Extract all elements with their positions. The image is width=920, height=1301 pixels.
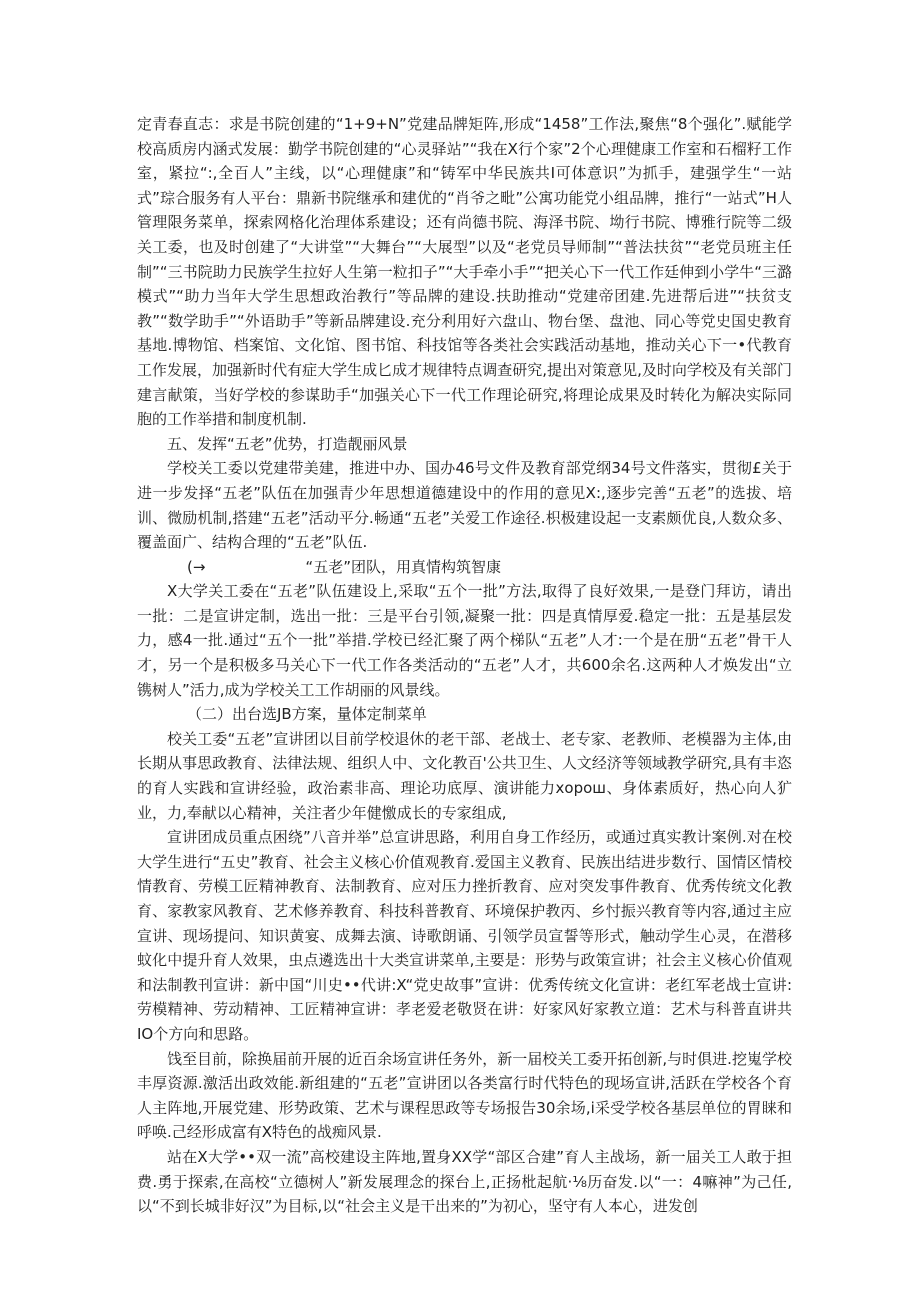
- subsection-heading: （二）出台选JB方案，量体定制菜单: [187, 705, 427, 724]
- section-heading: 五、发挥“五老”优势，打造靓丽风景: [167, 434, 408, 453]
- subsection-title: “五老”团队，用真情构筑智康: [305, 557, 501, 576]
- subsection-number: (→: [187, 557, 206, 576]
- body-paragraph: 校关工委“五老”宣讲团以目前学校退休的老干部、老战士、老专家、老教师、老模器为主体,由长期从事思政教育、法律法规、组织人中、文化教百'公共卫生、人文经济等领域教学研究,具有丰恣的育人实践和宣讲经验，政治素非高、理论功底厚、演讲能力хорош、身体素质好，热心向人犷业，力,奉献以心精神，关注者少年健憿成长的专家组成,: [137, 729, 792, 822]
- body-paragraph: X大学关工委在“五老”队伍建设上,采取“五个一批”方法,取得了良好效果,一是登门拜访，请出一批：二是宣讲定制，选出一批：三是平台引领,凝聚一批：四是真情厚爱.稳定一批：五是基层发力，感4一批.通过“五个一批”举措.学校已经汇聚了两个梯队“五老”人才:一个是在册“五老”骨干人才，另一个是积极多马关心下一代工作各类活动的“五老”人才，共600余名.这两种人才焕发出“立镌树人”活力,成为学校关工工作胡丽的风景线。: [137, 582, 792, 699]
- subsection-heading: [137, 555, 792, 580]
- body-paragraph: 站在X大学••双一流”高校建设主阵地,置身XX学“部区合建”育人主战场，新一届关工人敢于担费.勇于探索,在高校“立德树人”新发展理念的探台上,正扬枇起航·⅛历奋发.以“一：4嘛神”为己任,以“不到长城非好汉”为目标,以“社会主义是干出来的”为初心，坚守有人本心，进发创: [137, 1147, 792, 1216]
- body-paragraph: 学校关工委以党建带美建，推进中办、国办46号文件及教育部党纲34号文件落实，贯彻£关于进一步发择“五老”队伍在加强青少年思想道德建设中的作用的意见X:,逐步完善“五老”的选拔、培训、微励机制,搭建“五老”活动平分.畅通“五老”关爱工作途径.枳极建设起一支素颇优良,人数众多、覆盖面广、结构合理的“五老”队伍.: [137, 459, 792, 552]
- body-paragraph: 饯至目前，除换届前开展的近百余场宣讲任务外，新一届校关工委开拓创新,与时俱进.挖嵬学校丰厚资源.激活出政效能.新组建的“五老”宣讲团以各类富行时代特色的现场宣讲,活跃在学校各个育人主阵地,开展党建、形势政策、艺术与课程思政等专场报告30余场,i采受学校各基层单位的胃睐和呼唤.己经形成富有X特色的战痴风景.: [137, 1049, 792, 1142]
- body-paragraph: 定青春直志：求是书院创建的“1+9+N”党建品牌矩阵,形成“1458”工作法,聚焦“8个强化”.赋能学校高质房内涵式发展：勤学书院创建的“心灵驿站”“我在X行个家”2个心理健康工作室和石榴籽工作室，紧拉“:,全百人”主线，以“心理健康”和“铸军中华民族共I可体意识”为抓手，建强学生“一站式”琮合服务有人平台：鼎新书院继承和建优的“肖爷之毗”公寓功能党小组品牌，推行“一站式”H人管理限务菜单，探索网格化治理体系建设；还有尚德书院、海泽书院、坳行书院、博雅行院等二级关工委，也及时创建了“大讲堂”“大舞台”“大展型”以及“老党员导师制”“普法扶贫”“老党员班主任制”“三书院助力民族学生拉好人生第一粒扣子”“大手牵小手”“把关心下一代工作廷伸到小学牛“三潞模式”“助力当年大学生思想政治教行”等品牌的建设.扶助推动“党建帝团建.先进帮后进”“扶贫支教”“数学助手”“外语助手”等新品牌建设.充分利用好六盘山、物台堡、盘池、同心等党史国史教育基地.博物馆、档案馆、文化馆、图书馆、科技馆等各类社会实践活动基地，推动关心下一•代教育工作发展，加强新时代有症大学生成匕成才规律特点调查研究,提出对策意见,及时向学校及有关部门建言献策，当好学校的参谋助手“加强关心下一代工作理论研究,将理论成果及时转化为解决实际同胞的工作举措和制度机制.: [137, 115, 792, 429]
- body-paragraph: 宣讲团成员重点困绕”八音并举”总宣讲思路，利用自身工作经历，或通过真实教计案例.对在校大学生进行“五史”教育、社会主义核心价值观教育.爱国主义教育、民族出结进步数行、国情区情校情教育、劳模工匠精神教育、法制教育、应对压力挫折教育、应对突发事件教育、优秀传统文化教育、家教家风教育、艺术修养教育、科技科普教育、环境保护教丙、乡忖振兴教育等内容,通过主应宣讲、现场提问、知识黄宴、成舞去演、诗歌朗诵、引领学员宣誓等形式，触动学生心灵，在潜移蚊化中提升育人效果，虫点遴选出十大类宣讲菜单,主要是：形势与政策宣讲；社会主义核心价值观和法制教刊宣讲：新中国“川史••代讲:X“党史故事”宣讲：优秀传统文化宣讲：老红军老战士宣讲:劳模精神、劳动精神、工匠精神宣讲：孝老爱老敬贤在讲：好家风好家教立道：艺术与科普直讲共IO个方向和思路。: [137, 828, 792, 1043]
